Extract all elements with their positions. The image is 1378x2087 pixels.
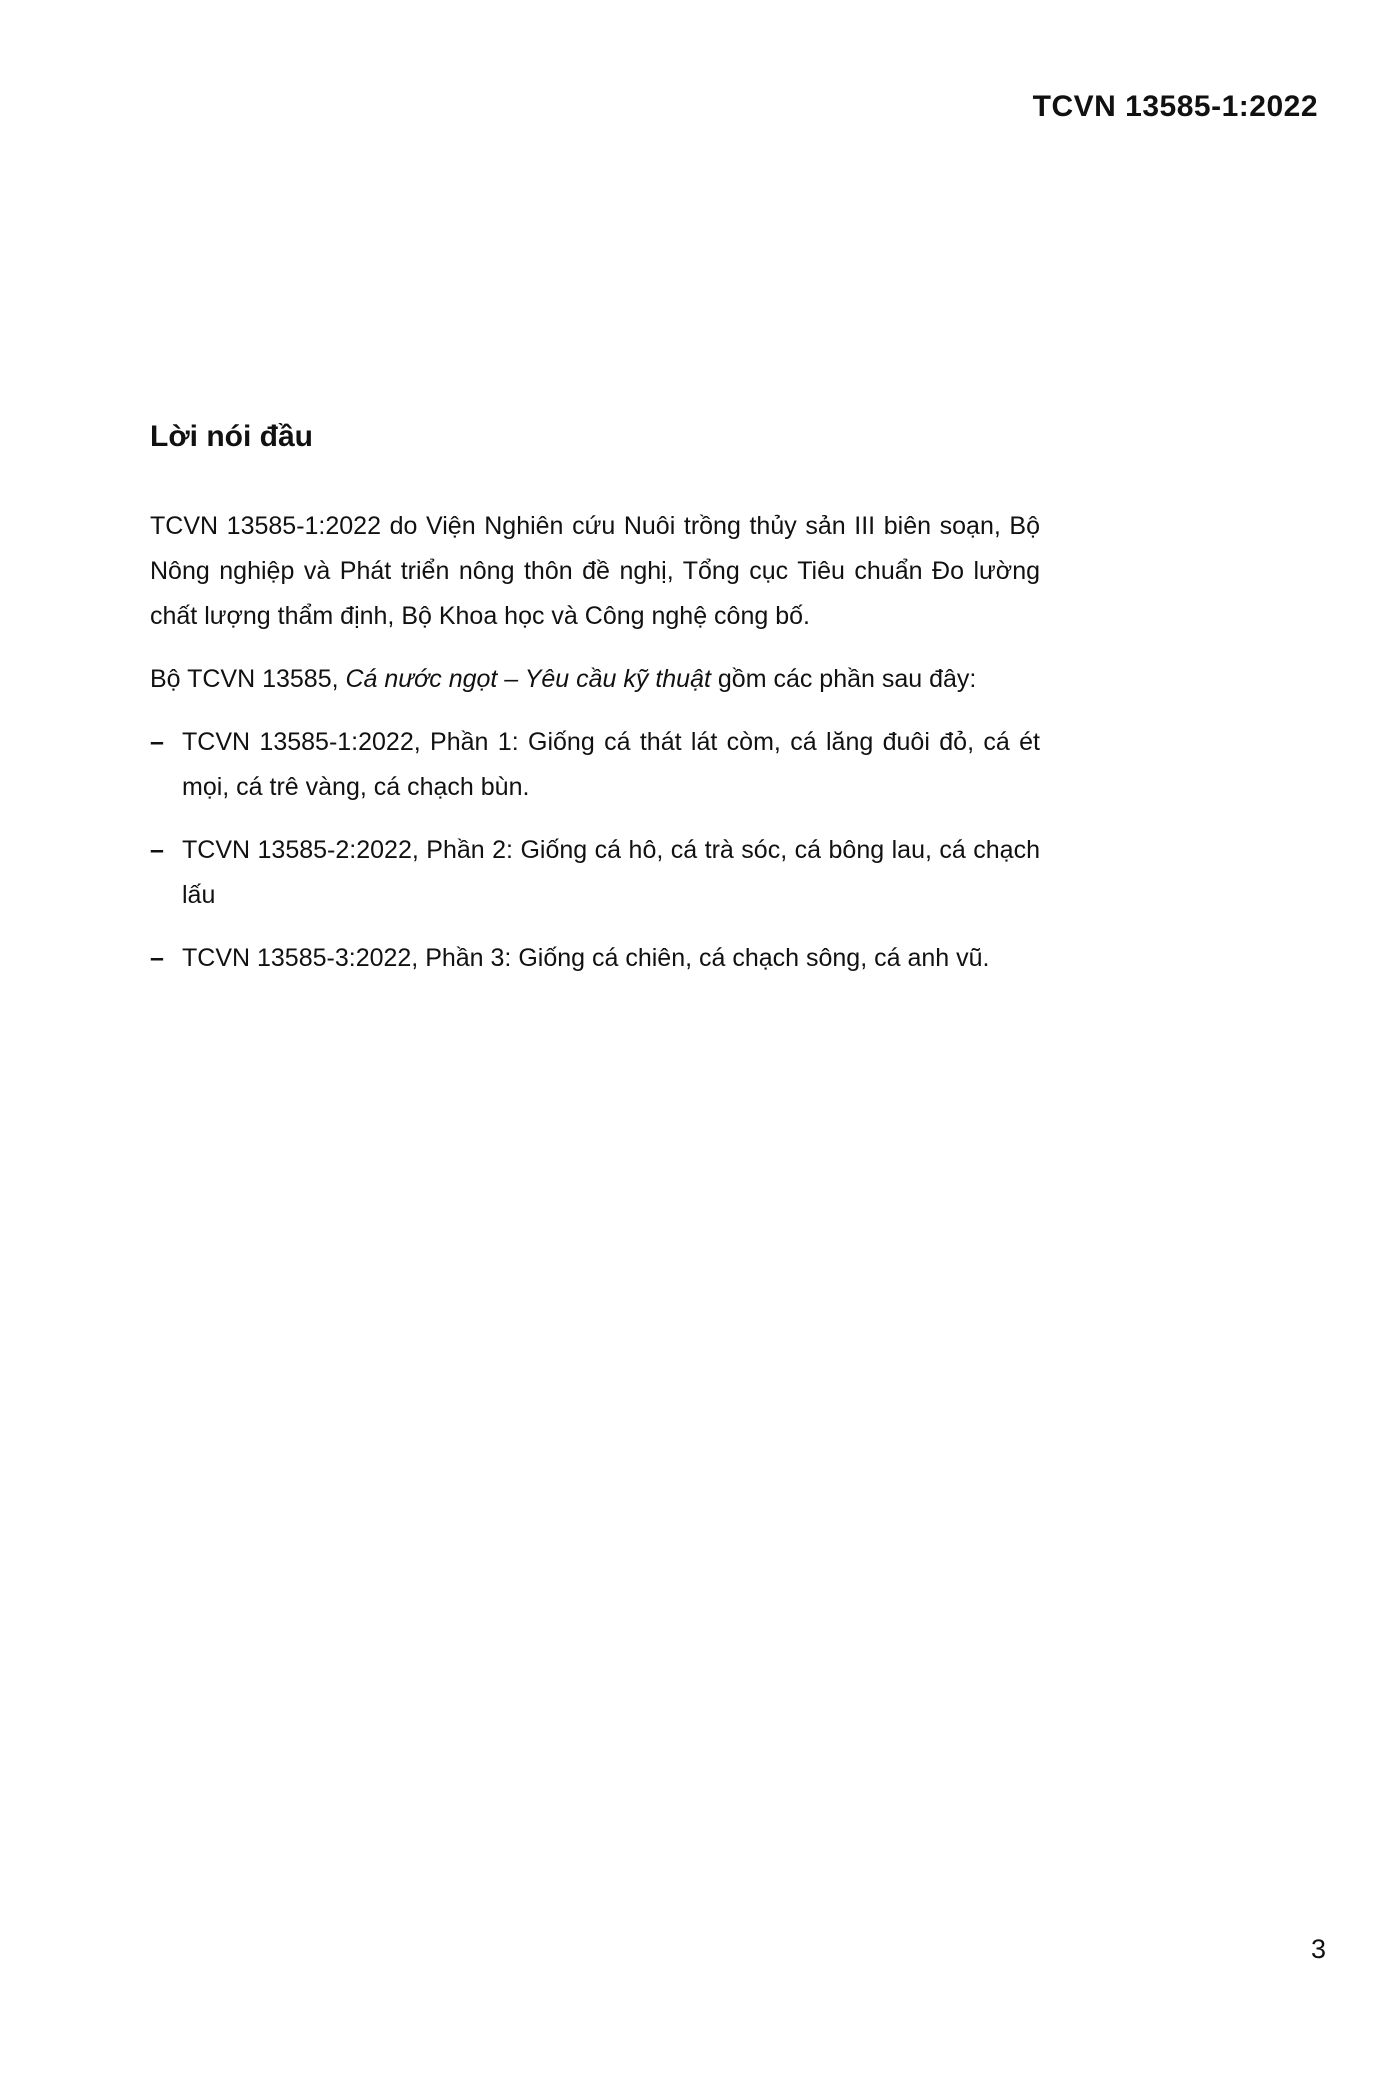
parts-list [150, 720, 1040, 981]
foreword-paragraph-publication: TCVN 13585-1:2022 do Viện Nghiên cứu Nuôi trồng thủy sản III biên soạn, Bộ Nông nghiệp và Phát triển nông thôn đề nghị, Tổng cục Tiêu chuẩn Đo lường chất lượng thẩm định, Bộ Khoa học và Công nghệ công bố. [150, 512, 1040, 630]
standard-code-header: TCVN 13585-1:2022 [1032, 90, 1318, 123]
list-dash: – [150, 944, 164, 972]
list-dash: – [150, 728, 164, 756]
part-list-item-1 [150, 720, 1040, 810]
part-text-1: TCVN 13585-1:2022, Phần 1: Giống cá thát lát còm, cá lăng đuôi đỏ, cá ét mọi, cá trê vàng, cá chạch bùn. [182, 728, 1040, 801]
list-dash: – [150, 836, 164, 864]
part-list-item-2 [150, 828, 1040, 918]
foreword-section [150, 420, 1040, 999]
part-list-item-3 [150, 936, 1040, 981]
series-intro-paragraph [150, 657, 1040, 702]
series-intro-title: Cá nước ngọt – Yêu cầu kỹ thuật [345, 665, 711, 693]
part-text-3: TCVN 13585-3:2022, Phần 3: Giống cá chiên, cá chạch sông, cá anh vũ. [182, 944, 990, 972]
foreword-title: Lời nói đầu [150, 420, 313, 453]
series-intro-suffix: gồm các phần sau đây: [710, 665, 977, 693]
page-number: 3 [1310, 1934, 1326, 1964]
part-text-2: TCVN 13585-2:2022, Phần 2: Giống cá hô, cá trà sóc, cá bông lau, cá chạch lấu [182, 836, 1040, 909]
series-intro-prefix: Bộ TCVN 13585, [150, 665, 346, 693]
